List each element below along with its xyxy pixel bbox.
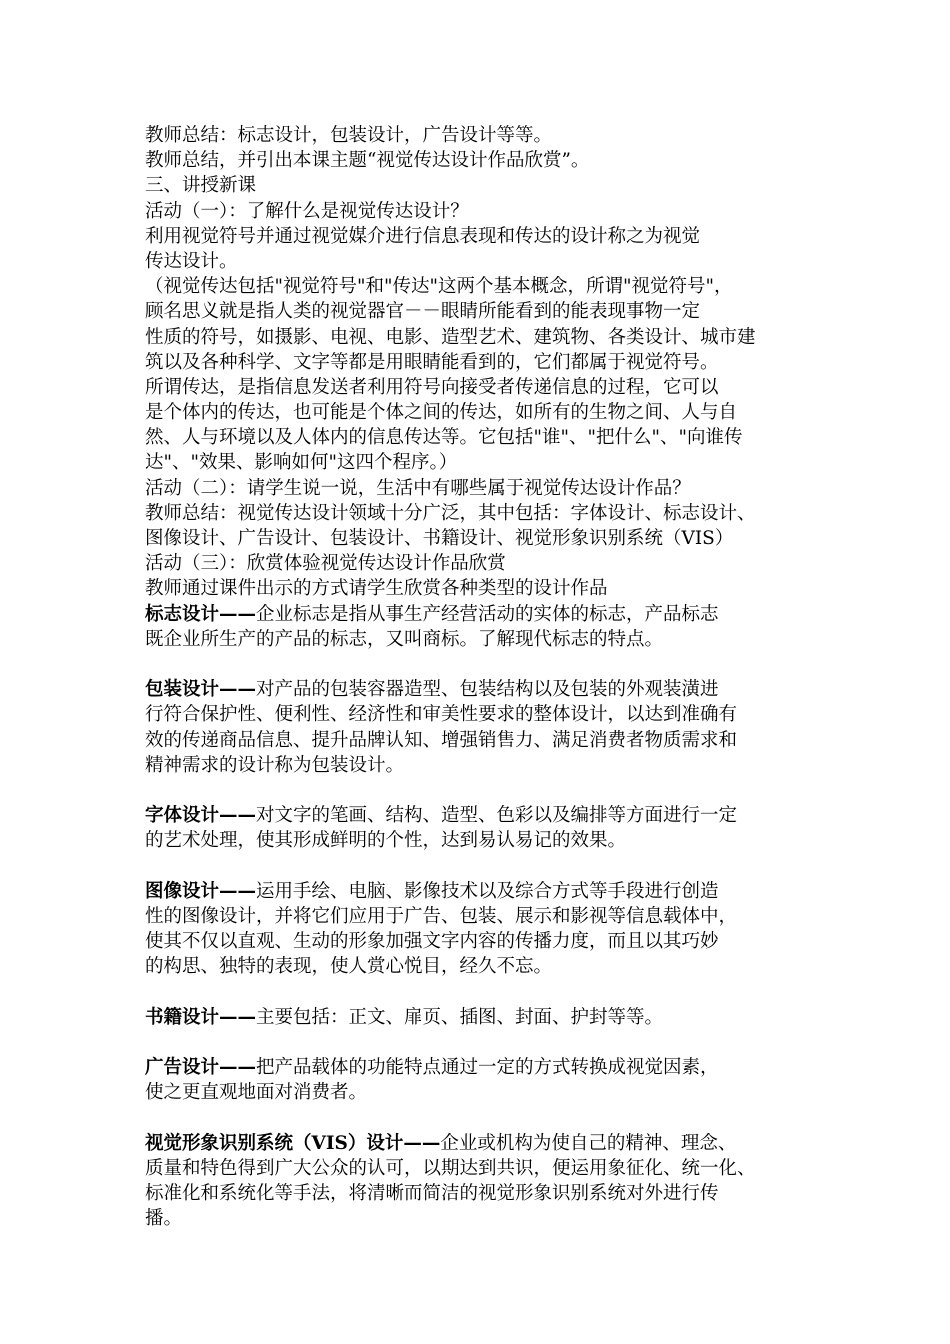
activity-heading: 活动（二）：请学生说一说，生活中有哪些属于视觉传达设计作品？	[145, 477, 691, 499]
activity-heading: 活动（一）：了解什么是视觉传达设计？	[145, 200, 469, 222]
section-first-line	[145, 677, 825, 702]
text-line: 是个体内的传达，也可能是个体之间的传达，如所有的生物之间、人与自	[145, 402, 738, 424]
text-line: 效的传递商品信息、提升品牌认知、增强销售力、满足消费者物质需求和	[145, 729, 738, 751]
text-line: 传达设计。	[145, 250, 238, 272]
text-line: 的构思、独特的表现，使人赏心悦目，经久不忘。	[145, 956, 553, 978]
document-page	[145, 123, 825, 1231]
section-term: 字体设计——	[145, 805, 257, 827]
text-line: 图像设计、广告设计、包装设计、书籍设计、视觉形象识别系统（VIS）	[145, 528, 734, 549]
section-text: 主要包括：正文、扉页、插图、封面、护封等等。	[256, 1006, 664, 1028]
paragraph-spacer	[145, 853, 825, 878]
activity-heading: 活动（三）：欣赏体验视觉传达设计作品欣赏	[145, 553, 506, 575]
text-line: 使之更直观地面对消费者。	[145, 1082, 368, 1104]
text-line: 标准化和系统化等手法，将清晰而简洁的视觉形象识别系统对外进行传	[145, 1182, 719, 1204]
text-line: 利用视觉符号并通过视觉媒介进行信息表现和传达的设计称之为视觉	[145, 225, 701, 247]
section-text: 企业或机构为使自己的精神、理念、	[440, 1132, 737, 1154]
section-first-line	[145, 803, 825, 828]
packaging-design-section	[145, 677, 825, 778]
section-term: 图像设计——	[145, 880, 257, 902]
section-text: 对文字的笔画、结构、造型、色彩以及编排等方面进行一定	[256, 805, 738, 827]
section-term: 包装设计——	[145, 679, 257, 701]
text-line: 使其不仅以直观、生动的形象加强文字内容的传播力度，而且以其巧妙	[145, 931, 719, 952]
text-line: 教师总结，并引出本课主题“视觉传达设计作品欣赏”。	[145, 150, 590, 172]
vis-design-section	[145, 1131, 825, 1232]
text-line: 筑以及各种科学、文字等都是用眼睛能看到的，它们都属于视觉符号。	[145, 351, 719, 373]
text-line: 的艺术处理，使其形成鲜明的个性，达到易认易记的效果。	[145, 830, 627, 852]
book-design-section	[145, 1005, 825, 1030]
section-term: 标志设计——	[145, 603, 257, 625]
section-first-line	[145, 602, 825, 627]
section-term: 广告设计——	[145, 1056, 257, 1078]
logo-design-section	[145, 602, 825, 652]
paragraph-spacer	[145, 1030, 825, 1055]
section-first-line	[145, 1055, 825, 1080]
text-line: （视觉传达包括"视觉符号"和"传达"这两个基本概念，所谓"视觉符号"，	[145, 276, 733, 298]
text-line: 达"、"效果、影响如何"这四个程序。）	[145, 452, 458, 474]
text-line: 既企业所生产的产品的标志，又叫商标。了解现代标志的特点。	[145, 628, 664, 650]
text-line: 教师总结：标志设计，包装设计，广告设计等等。	[145, 125, 553, 146]
section-first-line	[145, 879, 825, 904]
section-first-line	[145, 1131, 825, 1156]
text-line: 教师通过课件出示的方式请学生欣赏各种类型的设计作品	[145, 578, 608, 600]
paragraph-spacer	[145, 1105, 825, 1130]
section-text: 把产品载体的功能特点通过一定的方式转换成视觉因素，	[256, 1056, 719, 1078]
section-text: 运用手绘、电脑、影像技术以及综合方式等手段进行创造	[256, 880, 719, 902]
section-heading: 三、讲授新课	[145, 175, 257, 197]
text-line: 质量和特色得到广大公众的认可，以期达到共识，便运用象征化、统一化、	[145, 1157, 756, 1179]
section-term: 书籍设计——	[145, 1006, 257, 1028]
text-line: 然、人与环境以及人体内的信息传达等。它包括"谁"、"把什么"、"向谁传	[145, 427, 743, 449]
text-line: 教师总结：视觉传达设计领域十分广泛，其中包括：字体设计、标志设计、	[145, 502, 756, 524]
image-design-section	[145, 879, 825, 980]
paragraph-spacer	[145, 979, 825, 1004]
advertising-design-section	[145, 1055, 825, 1105]
text-line: 精神需求的设计称为包装设计。	[145, 754, 405, 776]
paragraph-spacer	[145, 778, 825, 803]
section-first-line	[145, 1005, 825, 1030]
text-line: 性质的符号，如摄影、电视、电影、造型艺术、建筑物、各类设计、城市建	[145, 326, 756, 348]
text-line: 顾名思义就是指人类的视觉器官－－眼睛所能看到的能表现事物一定	[145, 301, 701, 323]
text-line: 性的图像设计，并将它们应用于广告、包装、展示和影视等信息载体中，	[145, 905, 738, 927]
section-text: 企业标志是指从事生产经营活动的实体的标志，产品标志	[256, 603, 719, 625]
text-line: 行符合保护性、便利性、经济性和审美性要求的整体设计，以达到准确有	[145, 704, 738, 726]
section-term: 视觉形象识别系统（VIS）设计——	[145, 1132, 441, 1154]
text-line: 播。	[145, 1208, 183, 1230]
text-line: 所谓传达，是指信息发送者利用符号向接受者传递信息的过程，它可以	[145, 376, 719, 398]
paragraph-spacer	[145, 652, 825, 677]
section-text: 对产品的包装容器造型、包装结构以及包装的外观装潢进	[256, 679, 719, 701]
typeface-design-section	[145, 803, 825, 853]
